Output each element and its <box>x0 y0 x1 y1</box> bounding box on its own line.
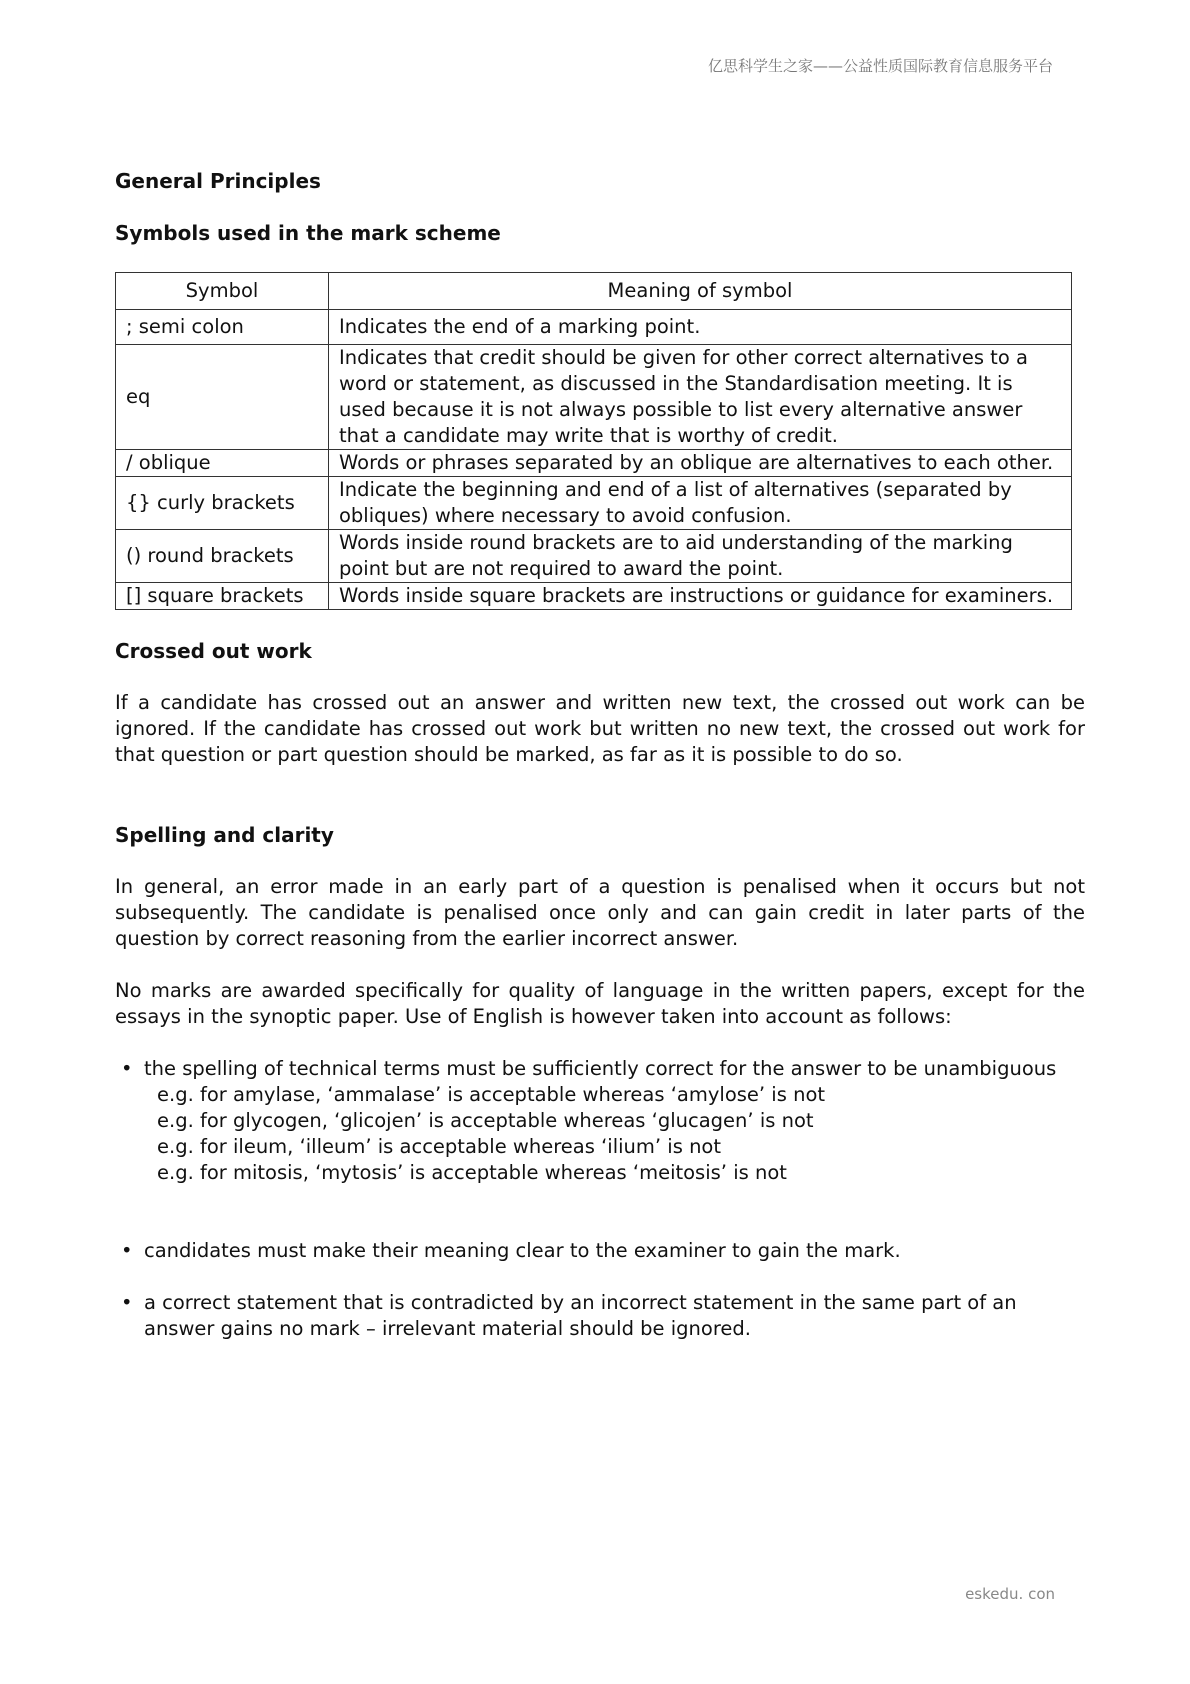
symbol-column-header: Symbol <box>116 273 329 310</box>
symbols-table <box>115 272 1072 610</box>
example-line: e.g. for amylase, ‘ammalase’ is acceptable whereas ‘amylose’ is not <box>157 1083 826 1106</box>
symbol-cell: ; semi colon <box>116 310 329 345</box>
list-item <box>115 1056 1085 1186</box>
general-principles-heading: General Principles <box>115 169 321 193</box>
meaning-cell: Indicates that credit should be given for other correct alternatives to a word or statement, as discussed in the Standardisation meeting. It is used because it is not always possible to list every alternative answer that a candidate may write that is worthy of credit. <box>329 345 1072 450</box>
symbol-cell: [] square brackets <box>116 583 329 610</box>
example-line: e.g. for mitosis, ‘mytosis’ is acceptable whereas ‘meitosis’ is not <box>157 1161 787 1184</box>
list-item-text: a correct statement that is contradicted by an incorrect statement in the same part of an answer gains no mark – irrelevant material should be ignored. <box>144 1291 1017 1340</box>
table-row <box>116 530 1072 583</box>
symbol-cell: eq <box>116 345 329 450</box>
table-row <box>116 477 1072 530</box>
symbol-cell: () round brackets <box>116 530 329 583</box>
bullet-icon: • <box>121 1239 133 1262</box>
table-row <box>116 310 1072 345</box>
symbols-heading: Symbols used in the mark scheme <box>115 221 501 245</box>
table-row <box>116 583 1072 610</box>
meaning-cell: Words inside square brackets are instructions or guidance for examiners. <box>329 583 1072 610</box>
table-header-row <box>116 273 1072 310</box>
list-item-text: candidates must make their meaning clear to the examiner to gain the mark. <box>144 1239 901 1262</box>
example-line: e.g. for glycogen, ‘glicojen’ is acceptable whereas ‘glucagen’ is not <box>157 1109 814 1132</box>
spelling-heading: Spelling and clarity <box>115 823 334 847</box>
meaning-cell: Indicates the end of a marking point. <box>329 310 1072 345</box>
example-line: e.g. for ileum, ‘illeum’ is acceptable whereas ‘ilium’ is not <box>157 1135 722 1158</box>
list-item <box>115 1290 1085 1342</box>
meaning-column-header: Meaning of symbol <box>329 273 1072 310</box>
list-item <box>115 1238 1085 1264</box>
spelling-paragraph: In general, an error made in an early part of a question is penalised when it occurs but not subsequently. The candidate is penalised once only and can gain credit in later parts of the question by correct reasoning from the earlier incorrect answer. <box>115 875 1085 950</box>
table-row <box>116 345 1072 450</box>
table-row <box>116 450 1072 477</box>
crossed-out-heading: Crossed out work <box>115 639 312 663</box>
page-footer: eskedu. con <box>965 1585 1055 1603</box>
language-paragraph: No marks are awarded specifically for quality of language in the written papers, except for the essays in the synoptic paper. Use of English is however taken into account as follows: <box>115 979 1085 1028</box>
bullet-icon: • <box>121 1057 133 1080</box>
crossed-out-paragraph: If a candidate has crossed out an answer and written new text, the crossed out work can be ignored. If the candidate has crossed out work but written no new text, the crossed out work for that question or part question should be marked, as far as it is possible to do so. <box>115 691 1085 766</box>
document-body <box>115 168 1085 1342</box>
symbol-cell: / oblique <box>116 450 329 477</box>
symbol-cell: {} curly brackets <box>116 477 329 530</box>
meaning-cell: Indicate the beginning and end of a list of alternatives (separated by obliques) where necessary to avoid confusion. <box>329 477 1072 530</box>
language-rules-list <box>115 1056 1085 1342</box>
page-header: 亿思科学生之家——公益性质国际教育信息服务平台 <box>707 57 1053 75</box>
list-item-text: the spelling of technical terms must be sufficiently correct for the answer to be unambiguous <box>144 1057 1057 1080</box>
meaning-cell: Words inside round brackets are to aid understanding of the marking point but are not required to award the point. <box>329 530 1072 583</box>
bullet-icon: • <box>121 1291 133 1314</box>
meaning-cell: Words or phrases separated by an oblique are alternatives to each other. <box>329 450 1072 477</box>
